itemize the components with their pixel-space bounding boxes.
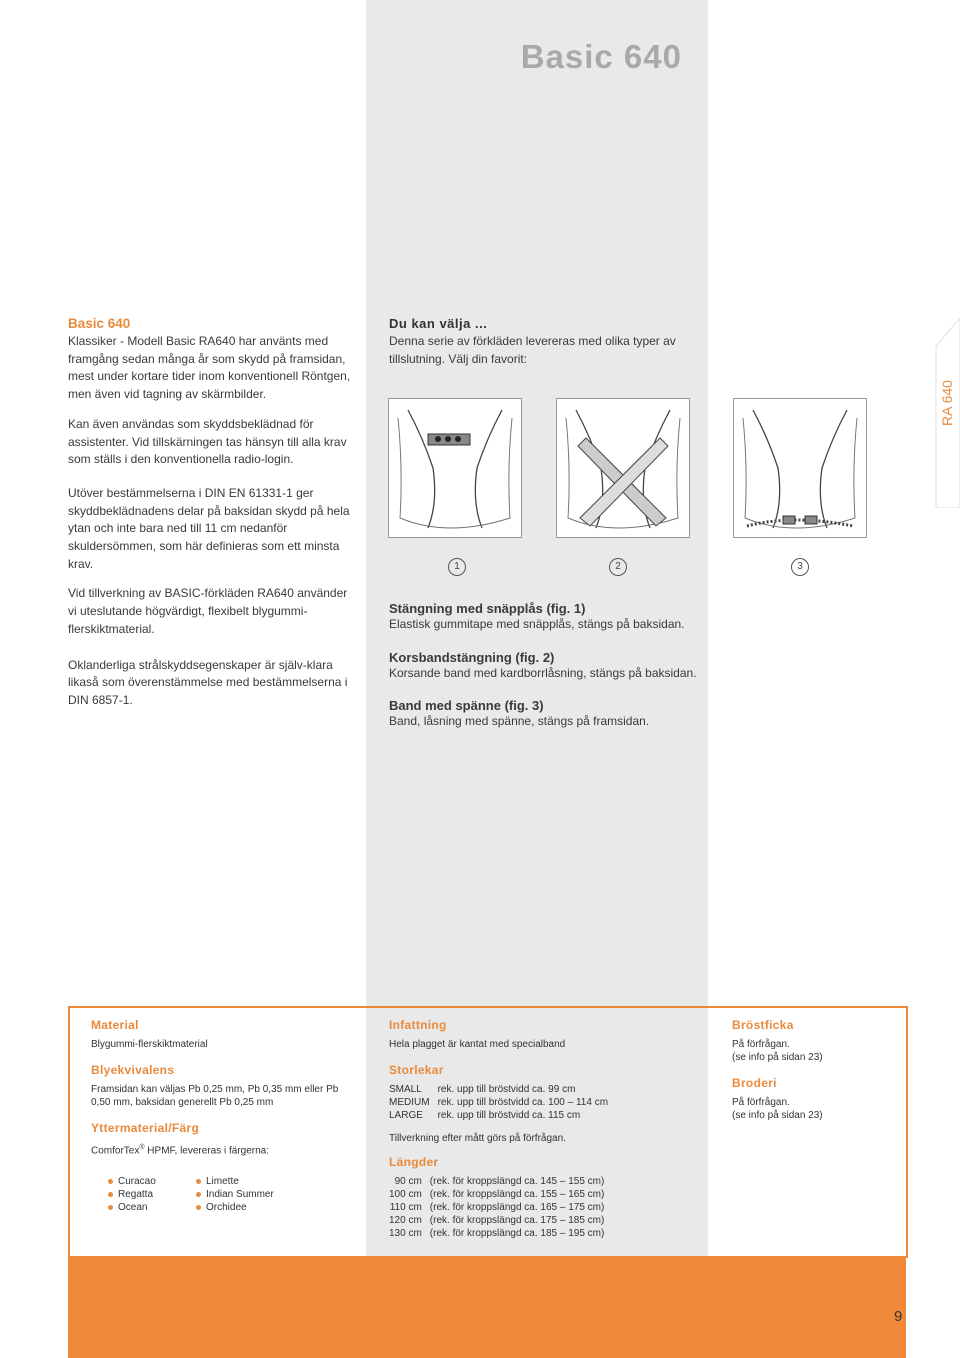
color-item: Ocean xyxy=(108,1201,156,1214)
option-crossband-text: Korsande band med kardborrlåsning, stängs på baksidan. xyxy=(389,665,697,680)
color-item: Indian Summer xyxy=(196,1188,274,1201)
sizes-note: Tillverkning efter mått görs på förfrågan. xyxy=(389,1133,566,1144)
material-value: Blygummi-flerskiktmaterial xyxy=(91,1039,208,1050)
left-paragraph-5: Oklanderliga strålskyddsegenskaper är själv-klara likaså som överenstämmelse med bestämmelserna i DIN 6857-1. xyxy=(68,657,348,707)
bullet-icon xyxy=(108,1179,113,1184)
color-item: Limette xyxy=(196,1175,274,1188)
brostficka-label: Bröstficka xyxy=(732,1018,794,1032)
bullet-icon xyxy=(196,1205,201,1210)
page-title: Basic 640 xyxy=(520,38,682,75)
blyekvivalens-label: Blyekvivalens xyxy=(91,1063,175,1077)
option-crossband-title: Korsbandstängning (fig. 2) xyxy=(389,649,555,665)
color-item: Regatta xyxy=(108,1188,156,1201)
blyekvivalens-value: Framsidan kan väljas Pb 0,25 mm, Pb 0,35 mm eller Pb 0,50 mm, baksidan generellt Pb 0,25 mm xyxy=(91,1084,339,1108)
broderi-value-2: (se info på sidan 23) xyxy=(732,1110,823,1121)
table-row: 130 cm (rek. för kroppslängd ca. 185 – 195 cm) xyxy=(389,1228,605,1239)
middle-intro xyxy=(389,316,689,368)
spec-column-2 xyxy=(389,1018,689,1240)
table-row: 90 cm (rek. för kroppslängd ca. 145 – 155 cm) xyxy=(394,1176,605,1187)
apron-figure-3 xyxy=(733,398,867,538)
bullet-icon xyxy=(196,1192,201,1197)
apron-figure-1 xyxy=(388,398,522,538)
yttermaterial-label: Yttermaterial/Färg xyxy=(91,1121,200,1135)
option-snaplock-text: Elastisk gummitape med snäpplås, stängs på baksidan. xyxy=(389,617,685,631)
color-item: Orchidee xyxy=(196,1201,274,1214)
side-tab-label: RA 640 xyxy=(939,380,955,426)
infattning-label: Infattning xyxy=(389,1018,447,1032)
option-snaplock-title: Stängning med snäpplås (fig. 1) xyxy=(389,601,586,616)
spec-column-3 xyxy=(732,1018,892,1122)
broderi-label: Broderi xyxy=(732,1076,777,1090)
material-label: Material xyxy=(91,1018,139,1032)
table-row: LARGE rek. upp till bröstvidd ca. 115 cm xyxy=(389,1110,581,1121)
bullet-icon xyxy=(196,1179,201,1184)
color-list-col-2 xyxy=(196,1175,274,1214)
option-buckle-title: Band med spänne (fig. 3) xyxy=(389,698,544,714)
yttermaterial-rest: HPMF, levereras i färgerna: xyxy=(144,1145,270,1157)
choose-heading: Du kan välja ... xyxy=(389,316,488,331)
storlekar-label: Storlekar xyxy=(389,1063,444,1077)
figure-number-2: 2 xyxy=(609,558,627,576)
orange-footer-bar xyxy=(68,1256,906,1358)
left-paragraph-2: Kan även användas som skyddsbeklädnad för assistenter. Vid tillskärningen tas hänsyn till alla krav som ställs i den konventionella radio-login. xyxy=(68,416,347,467)
apron-figure-2 xyxy=(556,398,690,538)
figure-number-1: 1 xyxy=(448,558,466,576)
option-crossband xyxy=(389,650,699,683)
table-row: MEDIUM rek. upp till bröstvidd ca. 100 – 114 cm xyxy=(389,1097,609,1108)
yttermaterial-brand: ComforTex xyxy=(91,1145,140,1157)
broderi-value-1: På förfrågan. xyxy=(732,1097,790,1108)
left-heading: Basic 640 xyxy=(68,316,131,331)
brostficka-value-2: (se info på sidan 23) xyxy=(732,1052,823,1063)
option-buckle-text: Band, låsning med spänne, stängs på framsidan. xyxy=(389,714,650,729)
langder-label: Längder xyxy=(389,1155,439,1169)
color-list xyxy=(91,1175,351,1217)
figure-number-3: 3 xyxy=(791,558,809,576)
option-snaplock xyxy=(389,601,699,634)
brostficka-value-1: På förfrågan. xyxy=(732,1039,790,1050)
option-buckle xyxy=(389,698,699,731)
left-paragraph-4: Vid tillverkning av BASIC-förkläden RA640 använder vi uteslutande högvärdigt, flexibelt blygummi-flerskiktmaterial. xyxy=(68,586,348,636)
color-list-col-1 xyxy=(108,1175,156,1214)
registered-mark: ® xyxy=(139,1144,145,1151)
table-row: SMALL rek. upp till bröstvidd ca. 99 cm xyxy=(389,1084,576,1095)
table-row: 100 cm (rek. för kroppslängd ca. 155 – 165 cm) xyxy=(389,1189,605,1200)
bullet-icon xyxy=(108,1205,113,1210)
bullet-icon xyxy=(108,1192,113,1197)
sizes-table xyxy=(389,1083,616,1122)
table-row: 110 cm (rek. för kroppslängd ca. 165 – 175 cm) xyxy=(389,1202,605,1213)
table-row: 120 cm (rek. för kroppslängd ca. 175 – 185 cm) xyxy=(389,1215,605,1226)
left-paragraph-3: Utöver bestämmelserna i DIN EN 61331-1 ger skyddbeklädnadens delar på baksidan skydd på hela ytan och inte bara ned till 11 cm nedanför skuldersömmen, som här definieras som ett minsta krav. xyxy=(68,485,350,571)
yttermaterial-value xyxy=(91,1141,351,1157)
left-paragraph-1: Klassiker - Modell Basic RA640 har använts med framgång sedan många år som skydd på framsidan, mest under kortare tider inom konventionell Röntgen, men även vid tagning av skärmbilder. xyxy=(68,334,351,402)
side-tab xyxy=(936,380,958,440)
infattning-value: Hela plagget är kantat med specialband xyxy=(389,1039,566,1050)
page-number: 9 xyxy=(894,1308,903,1325)
choose-intro: Denna serie av förkläden levereras med olika typer av tillslutning. Välj din favorit: xyxy=(389,334,676,366)
color-item: Curacao xyxy=(108,1175,156,1188)
left-column xyxy=(68,316,353,722)
lengths-table xyxy=(389,1175,612,1240)
closure-options xyxy=(389,601,699,731)
spec-column-1 xyxy=(91,1018,351,1217)
